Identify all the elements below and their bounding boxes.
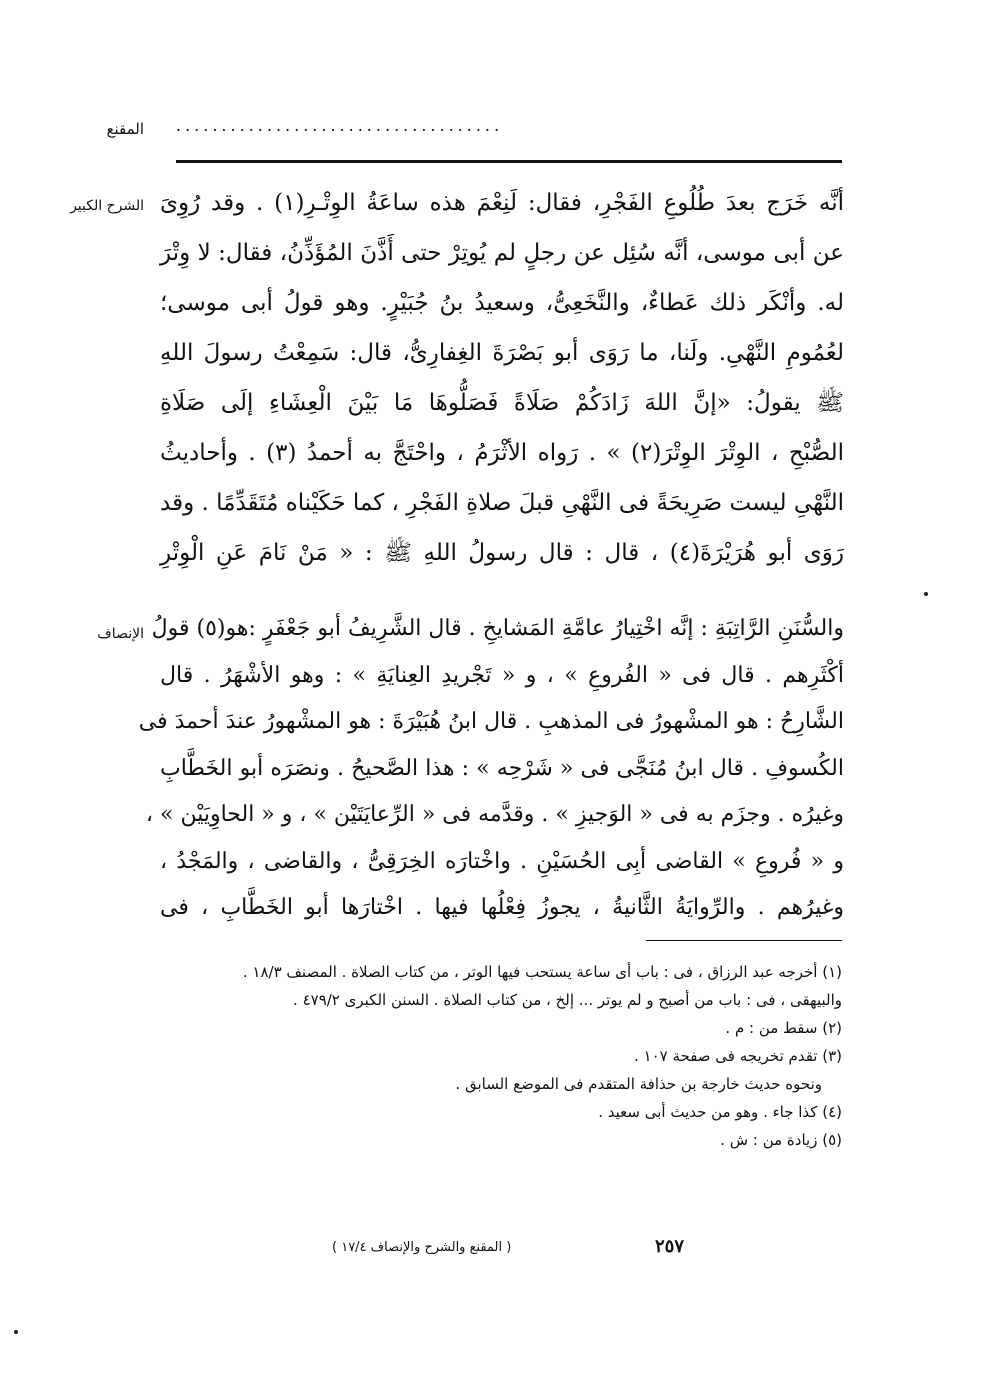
text-line: الكُسوفِ . قال ابنُ مُنَجَّى فى « شَرْحِه » : هذا الصَّحيحُ . ونصَرَه أبو الخَطَّابِ — [160, 755, 844, 781]
running-header-dots: .................................... — [176, 116, 504, 135]
page-number: ٢٥٧ — [655, 1236, 685, 1257]
footnote: (٥) زيادة من : ش . — [720, 1131, 842, 1149]
scan-speck — [14, 1330, 18, 1334]
section-label-sharh: الشرح الكبير — [70, 198, 144, 214]
footnote: (٢) سقط من : م . — [725, 1019, 842, 1037]
page-footer — [160, 1236, 842, 1262]
footnote: والبيهقى ، فى : باب من أصبح و لم يوتر ... إلخ ، من كتاب الصلاة . السنن الكبرى ٤٧٩/٢ . — [293, 991, 842, 1009]
footnote: (٤) كذا جاء . وهو من حديث أبى سعيد . — [598, 1103, 842, 1121]
text-line: والسُّنَنِ الرَّاتِبَةِ : إنَّه اخْتِيارُ عامَّةِ المَشايخِ . قال الشَّرِيفُ أبو جَعْفَرٍ :هو(٥) قولُ — [151, 616, 844, 641]
text-line: و « فُروعِ » القاضى أبِى الحُسَيْنِ . واخْتارَه الخِرَقِىُّ ، والقاضى ، والمَجْدُ ، — [160, 848, 844, 874]
insaf-text-block — [138, 606, 844, 932]
footnotes — [160, 958, 842, 1154]
text-line: له. وأنْكَر ذلك عَطاءٌ، والنَّخَعِىُّ، وسعيدُ بنُ جُبَيْرٍ. وهو قولُ أبى موسى؛ — [160, 290, 844, 316]
sharh-text-block — [160, 178, 844, 578]
section-label-insaf: الإنصاف — [97, 626, 144, 642]
text-line: النَّهْىِ ليست صَرِيحَةً فى النَّهْىِ قبلَ صلاةِ الفَجْرِ ، كما حَكَيْناه مُتَقَدِّمًا . وقد — [160, 490, 844, 516]
footnote: (١) أخرجه عبد الرزاق ، فى : باب أى ساعة يستحب فيها الوتر ، من كتاب الصلاة . المصنف ١٨/٣ . — [242, 963, 842, 981]
text-line: عن أبى موسى، أنَّه سُئِل عن رجلٍ لم يُوتِرْ حتى أَذَّنَ المُؤَذِّنُ، فقال: لا وِتْرَ — [160, 240, 844, 266]
footnote: (٣) تقدم تخريجه فى صفحة ١٠٧ . — [633, 1047, 842, 1065]
section-divider — [160, 590, 844, 591]
text-line: وغيرُهم . والرِّوايَةُ الثَّانيةُ ، يجوزُ فِعْلُها فيها . اخْتارَها أبو الخَطَّابِ ، فى — [160, 895, 844, 920]
text-line: لعُمُومِ النَّهْىِ. ولَنا، ما رَوَى أبو بَصْرَةَ الغِفارِىُّ، قال: سَمِعْتُ رسولَ اللهِ — [160, 340, 844, 366]
footnote-rule — [646, 940, 842, 941]
scan-speck — [924, 592, 928, 596]
text-line: الصُّبْحِ ، الوِتْرَ الوِتْرَ(٢) » . رَواه الأثْرَمُ ، واحْتَجَّ به أحمدُ (٣) . وأحاديثُ — [160, 440, 844, 466]
text-line: رَوَى أبو هُرَيْرَةَ(٤) ، قال : قال رسولُ اللهِ ﷺ : « مَنْ نَامَ عَنِ الْوِتْرِ — [160, 540, 844, 566]
text-line: أكْثَرِهم . قال فى « الفُروعِ » ، و « تَجْريدِ العِنايَةِ » : وهو الأشْهَرُ . قال — [160, 662, 844, 688]
text-line: الشَّارِحُ : هو المشْهورُ فى المذهبِ . قال ابنُ هُبَيْرَةَ : هو المشْهورُ عندَ أحمدَ فى — [138, 709, 844, 734]
text-line: ﷺ يقولُ: «إنَّ اللهَ زَادَكُمْ صَلَاةً فَصَلُّوهَا مَا بَيْنَ الْعِشَاءِ إلَى صَلَاةِ — [160, 390, 844, 416]
header-rule — [176, 160, 842, 163]
footnote: ونحوه حديث خارجة بن حذافة المتقدم فى الموضع السابق . — [455, 1075, 822, 1093]
text-line: وغيرُه . وجزَم به فى « الوَجيزِ » . وقدَّمه فى « الرِّعايَتَيْن » ، و « الحاوِيَيْن » ، — [145, 802, 844, 827]
text-line: أنَّه خَرَج بعدَ طُلُوعِ الفَجْرِ، فقال: لَنِعْمَ هذه ساعَةُ الوِتْـرِ(١) . وقد رُوِىَ — [160, 190, 845, 216]
running-header-label: المقنع — [106, 120, 144, 138]
footer-book-title: ( المقنع والشرح والإنصاف ١٧/٤ ) — [332, 1240, 512, 1255]
